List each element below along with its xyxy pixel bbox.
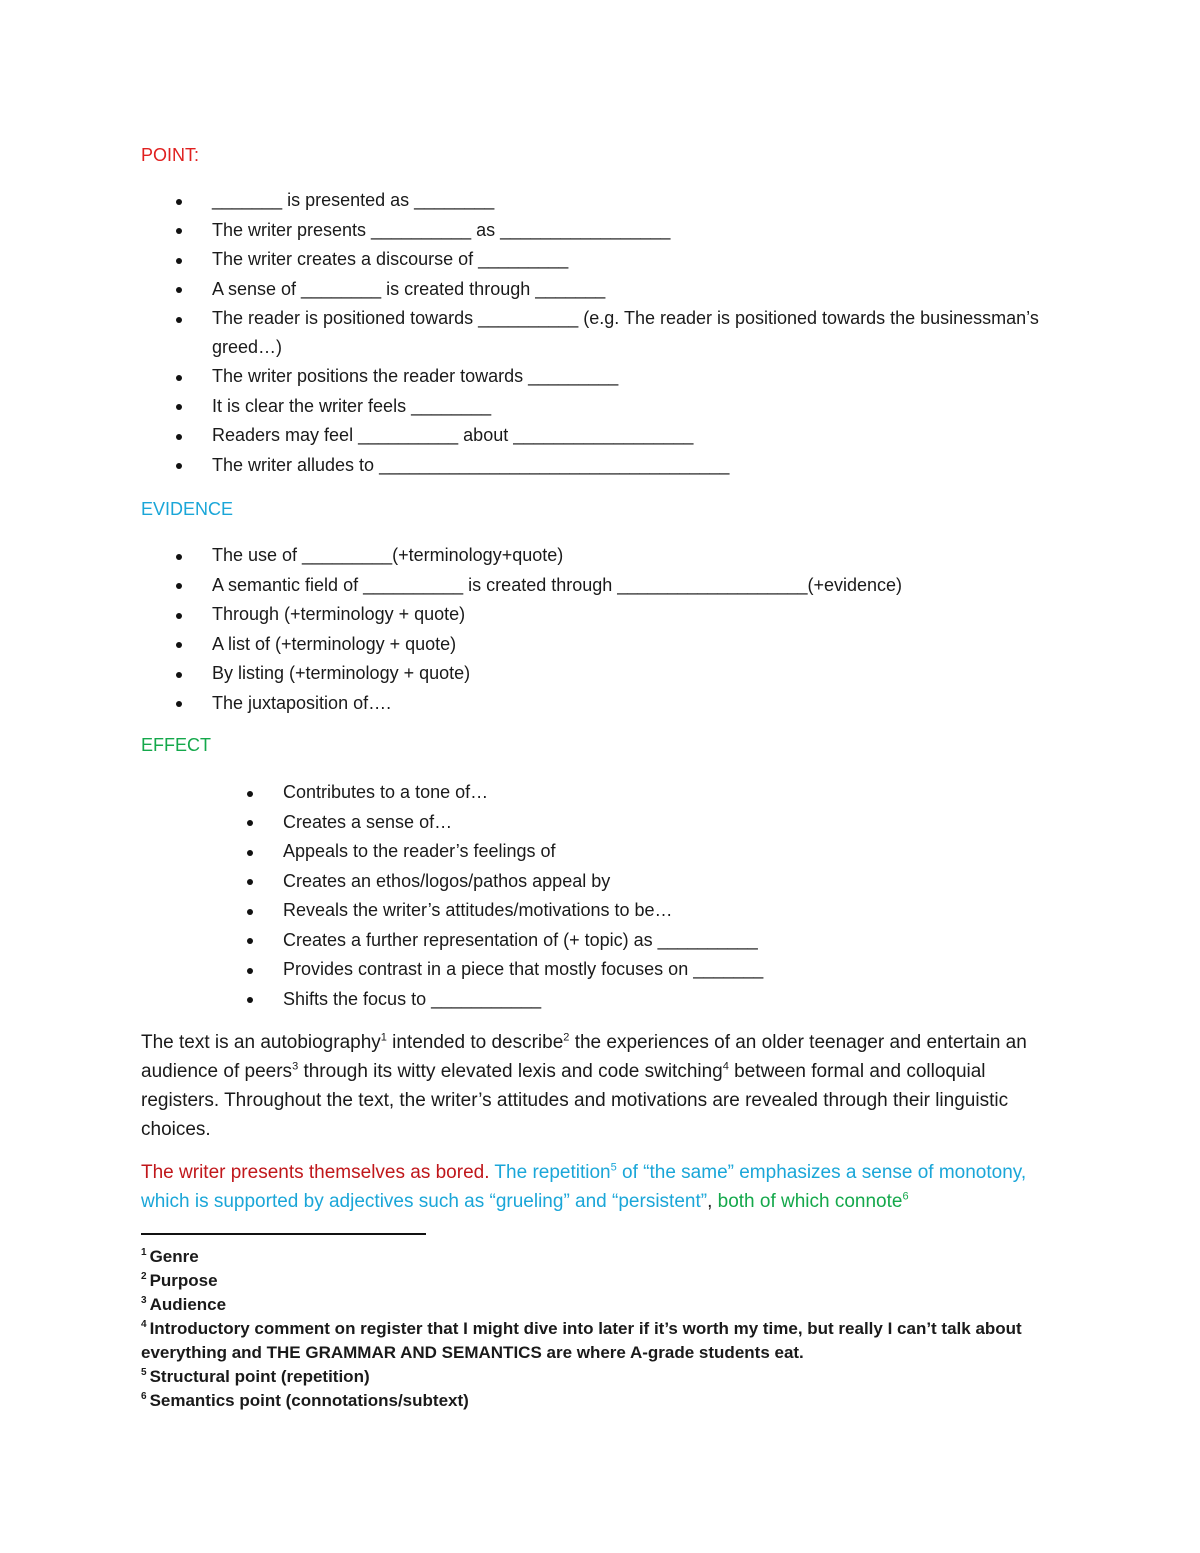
footnote	[141, 1389, 1071, 1413]
list-item: Provides contrast in a piece that mostly focuses on _______	[283, 955, 1103, 985]
point-sentence: The writer presents themselves as bored.	[141, 1162, 490, 1183]
list-item: The use of _________(+terminology+quote)	[212, 541, 1092, 571]
list-item: Creates a further representation of (+ topic) as __________	[283, 926, 1103, 956]
intro-paragraph	[141, 1028, 1066, 1144]
text-span: ,	[707, 1191, 713, 1212]
footnote-ref: 1	[380, 1031, 387, 1044]
footnote-number: 2	[141, 1271, 147, 1283]
text-span: intended to describe	[386, 1032, 564, 1053]
footnote-text: Structural point (repetition)	[149, 1367, 370, 1386]
list-item: A semantic field of __________ is created through ___________________(+evidence)	[212, 571, 1092, 601]
list-item: A sense of ________ is created through _______	[212, 275, 1092, 305]
footnote	[141, 1245, 1071, 1269]
footnote-ref: 2	[563, 1031, 570, 1044]
footnote	[141, 1317, 1071, 1365]
footnote-ref: 4	[722, 1060, 729, 1073]
list-item: Reveals the writer’s attitudes/motivations to be…	[283, 896, 1103, 926]
list-item: Shifts the focus to ___________	[283, 985, 1103, 1015]
list-item: _______ is presented as ________	[212, 186, 1092, 216]
list-item: The writer alludes to ___________________________________	[212, 451, 1092, 481]
footnote-ref: 3	[292, 1060, 299, 1073]
evidence-sentence: The repetition	[489, 1162, 611, 1183]
effect-sentence: both of which connote	[712, 1191, 903, 1212]
list-item: Creates an ethos/logos/pathos appeal by	[283, 867, 1103, 897]
footnote-text: Purpose	[149, 1271, 218, 1290]
list-item: The juxtaposition of….	[212, 689, 1092, 719]
footnote-text: Introductory comment on register that I might dive into later if it’s worth my time, but really I can’t talk about everything and THE GRAMMAR AND SEMANTICS are where A-grade students eat.	[141, 1319, 1022, 1362]
list-item: The writer creates a discourse of _________	[212, 245, 1092, 275]
footnote	[141, 1269, 1071, 1293]
evidence-sentence: of “the same” emphasizes a sense of monotony, which is supported by adjectives such as “grueling” and “persistent”	[141, 1162, 1027, 1212]
footnote-number: 1	[141, 1247, 147, 1259]
evidence-heading: EVIDENCE	[141, 499, 234, 519]
footnote-number: 4	[141, 1319, 147, 1331]
list-item: Appeals to the reader’s feelings of	[283, 837, 1103, 867]
effect-heading: EFFECT	[141, 735, 211, 755]
footnote	[141, 1293, 1071, 1317]
point-list	[212, 186, 1092, 480]
footnote-text: Genre	[149, 1247, 199, 1266]
list-item: Contributes to a tone of…	[283, 778, 1103, 808]
list-item: The reader is positioned towards __________ (e.g. The reader is positioned towards the businessman’s greed…)	[212, 304, 1092, 362]
effect-list	[283, 778, 1103, 1014]
footnotes	[141, 1245, 1071, 1413]
list-item: Creates a sense of…	[283, 808, 1103, 838]
footnote-number: 5	[141, 1367, 147, 1379]
footnote	[141, 1365, 1071, 1389]
list-item: It is clear the writer feels ________	[212, 392, 1092, 422]
list-item: The writer presents __________ as _________________	[212, 216, 1092, 246]
footnote-number: 3	[141, 1295, 147, 1307]
text-span: between formal and colloquial registers. Throughout the text, the writer’s attitudes and motivations are revealed through their linguistic choices.	[141, 1061, 1009, 1140]
footnote-text: Audience	[149, 1295, 227, 1314]
list-item: The writer positions the reader towards _________	[212, 362, 1092, 392]
text-span: the experiences of an older teenager and entertain an audience of peers	[141, 1032, 1027, 1082]
evidence-list	[212, 541, 1092, 718]
list-item: Readers may feel __________ about __________________	[212, 421, 1092, 451]
list-item: By listing (+terminology + quote)	[212, 659, 1092, 689]
footnote-ref: 5	[610, 1161, 617, 1174]
point-heading: POINT:	[141, 145, 200, 165]
list-item: A list of (+terminology + quote)	[212, 630, 1092, 660]
footnote-text: Semantics point (connotations/subtext)	[149, 1391, 469, 1410]
text-span: through its witty elevated lexis and code switching	[298, 1061, 723, 1082]
footnote-ref: 6	[902, 1190, 909, 1203]
text-span: The text is an autobiography	[141, 1032, 381, 1053]
footnote-number: 6	[141, 1391, 147, 1403]
list-item: Through (+terminology + quote)	[212, 600, 1092, 630]
analysis-paragraph	[141, 1158, 1066, 1216]
footnote-separator	[141, 1233, 426, 1235]
